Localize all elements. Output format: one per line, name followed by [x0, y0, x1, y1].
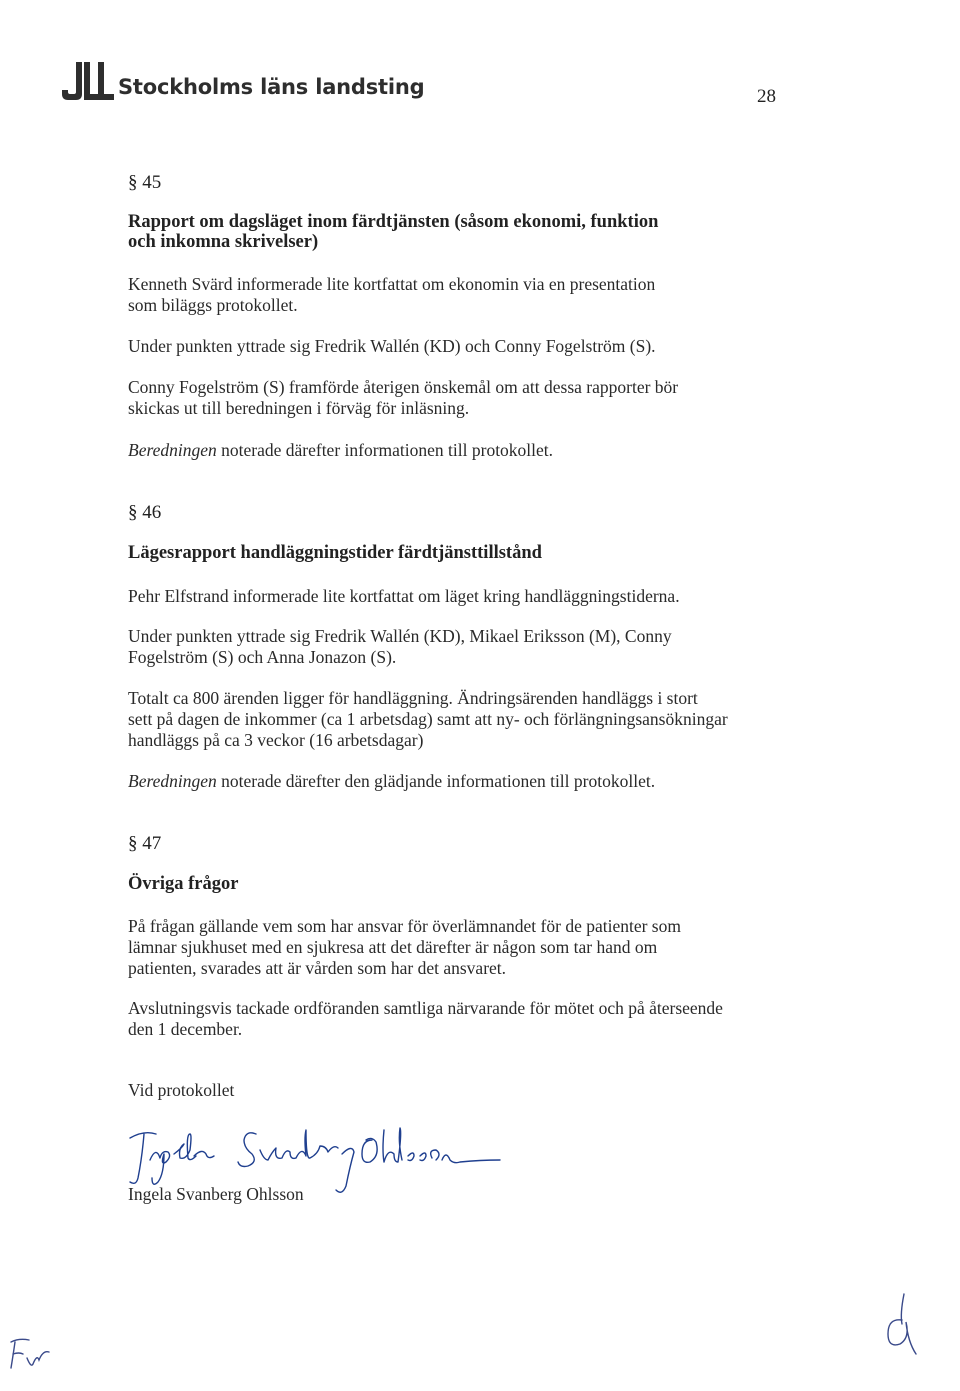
section-mark: § 46 [128, 502, 162, 523]
paragraph [128, 688, 728, 751]
section-heading [128, 543, 542, 563]
section-heading [128, 212, 658, 252]
paragraph [128, 998, 723, 1040]
organization-name: Stockholms läns landsting [118, 75, 425, 99]
paragraph [128, 586, 680, 607]
paragraph [128, 377, 678, 419]
initials-mark-left [5, 1330, 55, 1380]
paragraph-line: patienten, svarades att är vården som har det ansvaret. [128, 958, 507, 978]
initials-mark-right [880, 1290, 930, 1365]
closing-label: Vid protokollet [128, 1080, 235, 1100]
paragraph-line: Kenneth Svärd informerade lite kortfattat om ekonomin via en presentation [128, 274, 656, 294]
section-heading [128, 874, 238, 894]
paragraph [128, 336, 656, 357]
signatory-name: Ingela Svanberg Ohlsson [128, 1184, 304, 1204]
heading-line: Rapport om dagsläget inom färdtjänsten (såsom ekonomi, funktion [128, 212, 659, 232]
paragraph [128, 916, 681, 979]
decision-paragraph [128, 771, 655, 792]
heading-line: Övriga frågor [128, 874, 239, 894]
section-mark: § 47 [128, 833, 162, 854]
page-number: 28 [757, 86, 776, 107]
italic-lead: Beredningen [128, 440, 217, 460]
paragraph-line: lämnar sjukhuset med en sjukresa att det därefter är någon som tar hand om [128, 937, 658, 957]
paragraph [128, 274, 655, 316]
paragraph [128, 626, 672, 668]
paragraph-line: Under punkten yttrade sig Fredrik Wallén (KD) och Conny Fogelström (S). [128, 336, 656, 356]
paragraph-line: Totalt ca 800 ärenden ligger för handläggning. Ändringsärenden handläggs i stort [128, 688, 698, 708]
paragraph-line: Fogelström (S) och Anna Jonazon (S). [128, 647, 397, 667]
italic-lead: Beredningen [128, 771, 217, 791]
decision-text: noterade därefter informationen till protokollet. [216, 440, 554, 460]
heading-line: och inkomna skrivelser) [128, 232, 319, 252]
paragraph-line: skickas ut till beredningen i förväg för inläsning. [128, 398, 470, 418]
decision-text: noterade därefter den glädjande informationen till protokollet. [216, 771, 656, 791]
paragraph-line: Pehr Elfstrand informerade lite kortfattat om läget kring handläggningstiderna. [128, 586, 680, 606]
paragraph-line: Avslutningsvis tackade ordföranden samtliga närvarande för mötet och på återseende [128, 998, 723, 1018]
decision-paragraph [128, 440, 553, 461]
heading-line: Lägesrapport handläggningstider färdtjänsttillstånd [128, 543, 542, 563]
paragraph-line: sett på dagen de inkommer (ca 1 arbetsdag) samt att ny- och förlängningsansökningar [128, 709, 728, 729]
paragraph-line: Conny Fogelström (S) framförde återigen önskemål om att dessa rapporter bör [128, 377, 679, 397]
paragraph-line: handläggs på ca 3 veckor (16 arbetsdagar) [128, 730, 424, 750]
paragraph-line: På frågan gällande vem som har ansvar för överlämnandet för de patienter som [128, 916, 681, 936]
sll-logo-icon [58, 58, 116, 104]
section-mark: § 45 [128, 172, 162, 193]
paragraph-line: som biläggs protokollet. [128, 295, 298, 315]
paragraph-line: den 1 december. [128, 1019, 243, 1039]
paragraph-line: Under punkten yttrade sig Fredrik Wallén (KD), Mikael Eriksson (M), Conny [128, 626, 672, 646]
